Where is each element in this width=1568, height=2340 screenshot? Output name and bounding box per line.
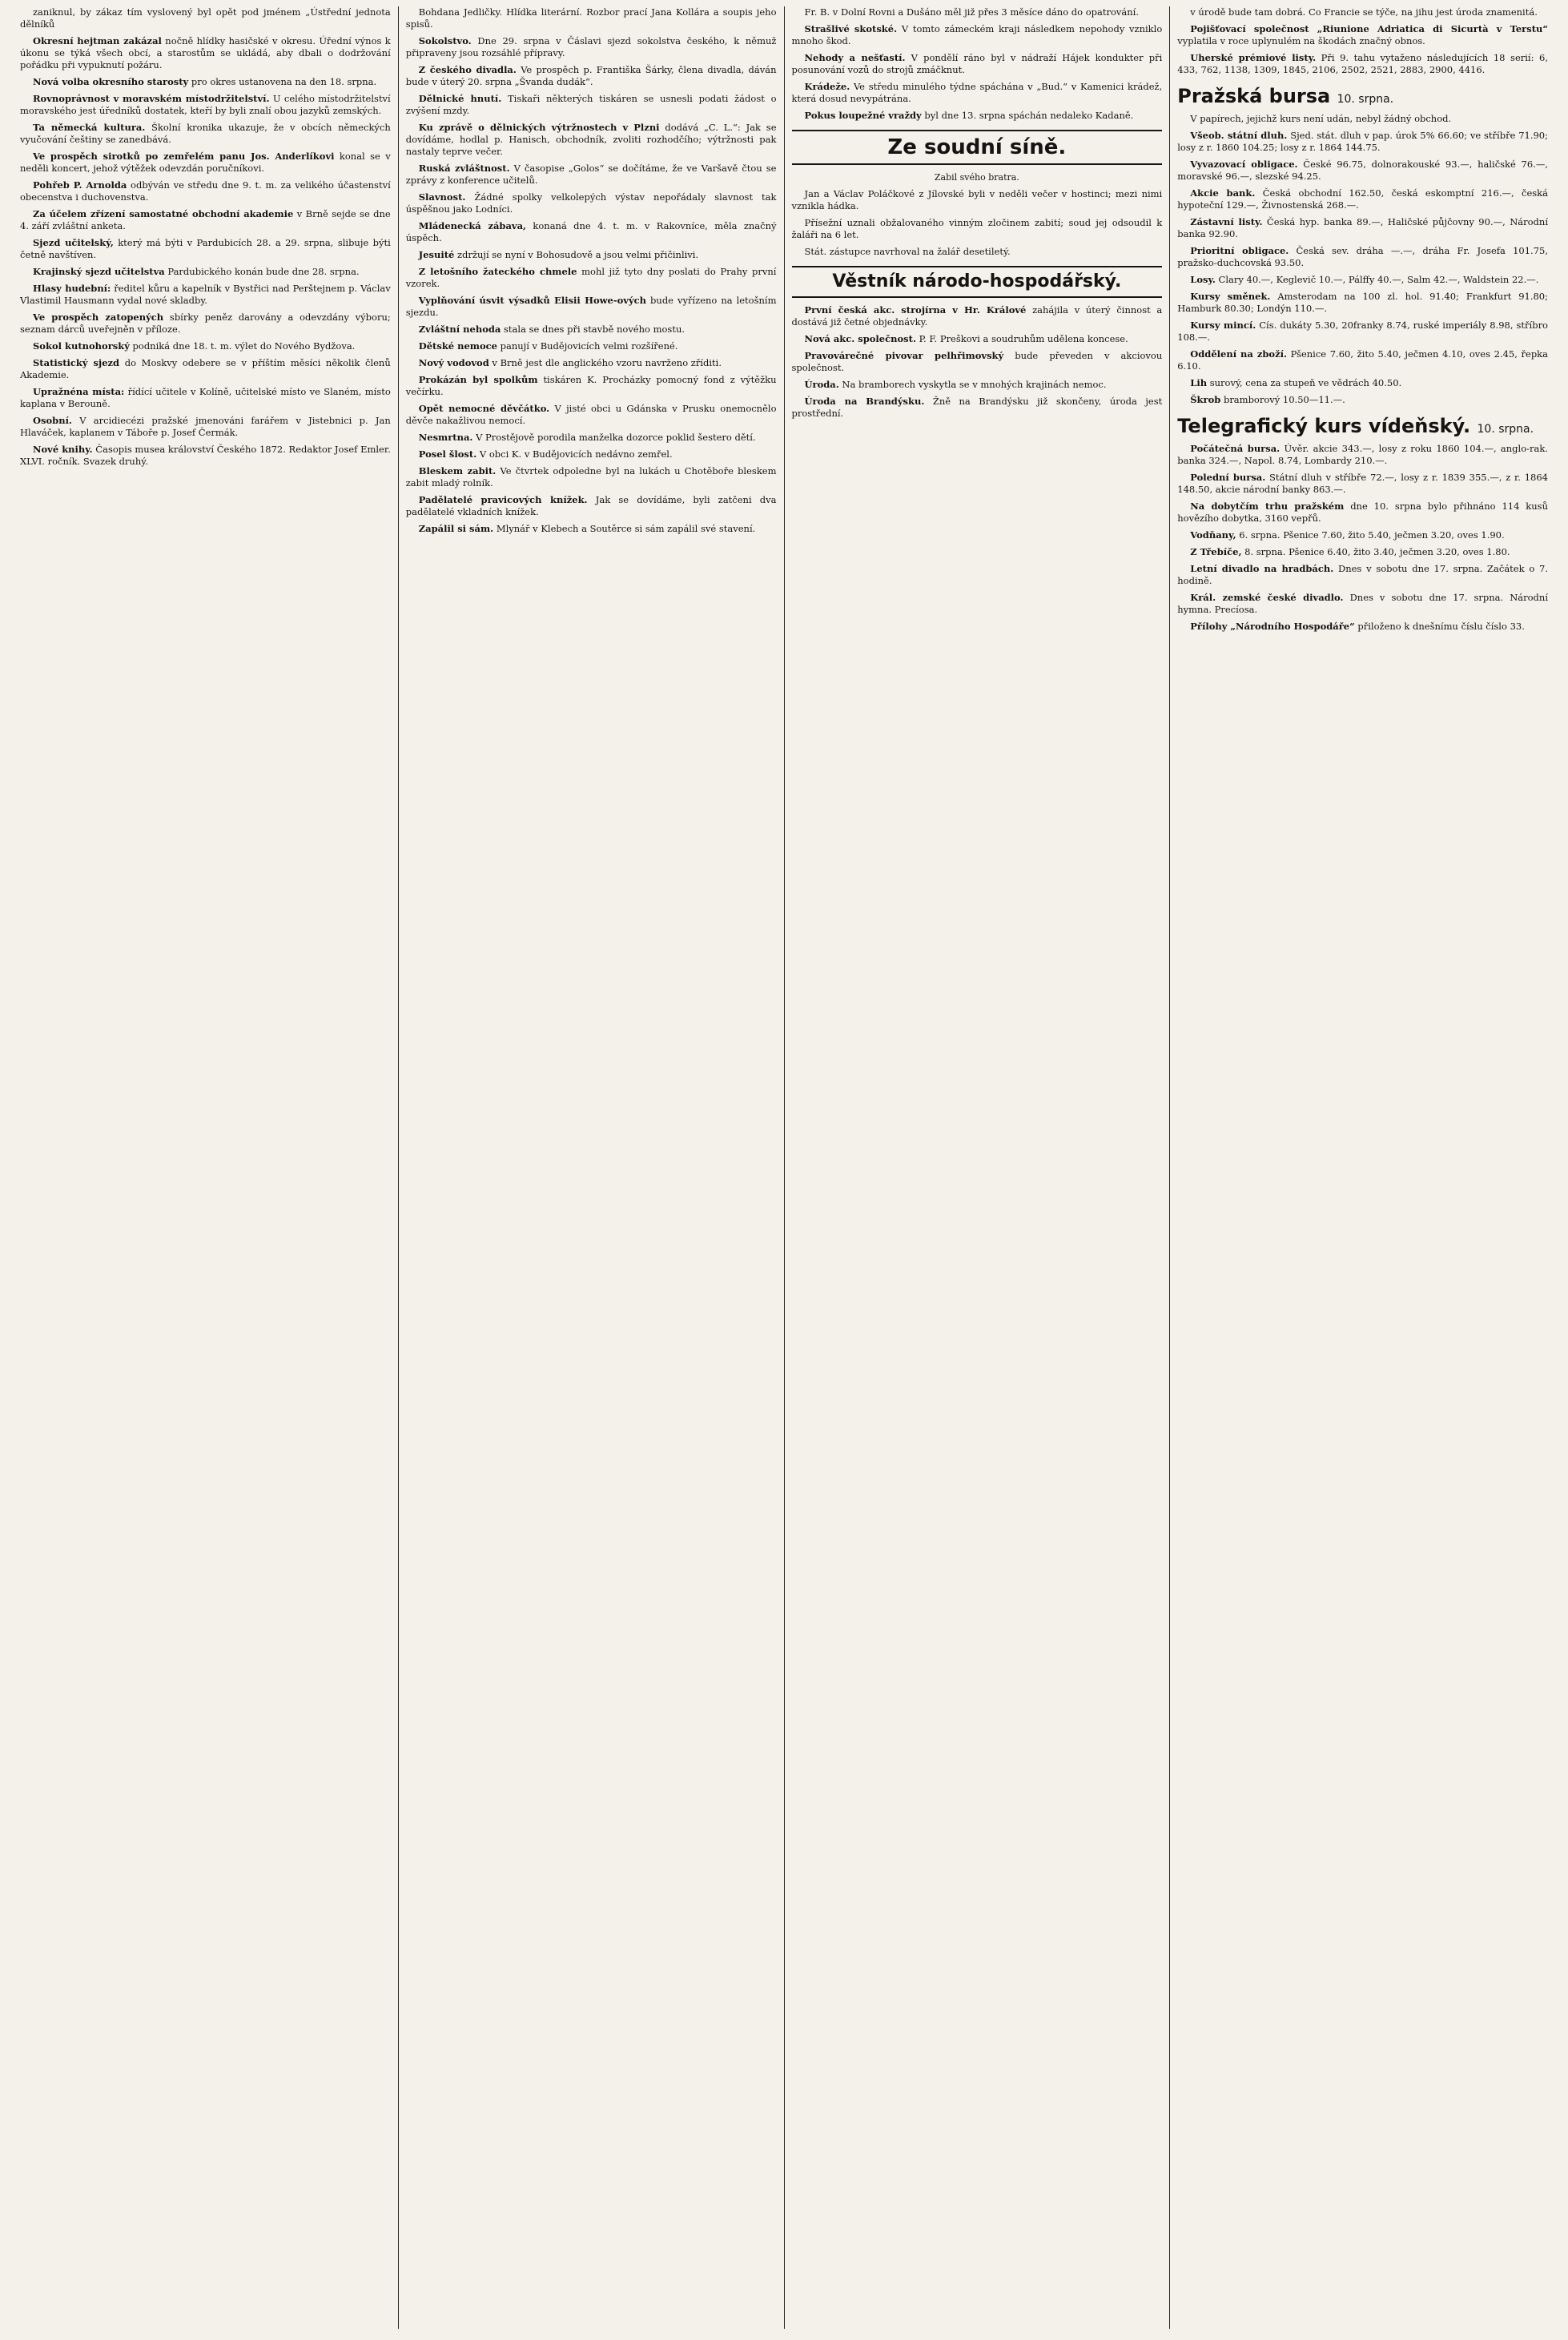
article-paragraph bbox=[1177, 443, 1548, 467]
article-paragraph bbox=[792, 396, 1163, 420]
section-title bbox=[1177, 84, 1548, 111]
article-paragraph bbox=[406, 465, 777, 489]
article-text: V časopise „Golos“ se dočítáme, že ve Varšavě čtou se zprávy z konference učitelů. bbox=[405, 163, 777, 186]
article-title: Počátečná bursa. bbox=[1190, 443, 1281, 454]
article-paragraph bbox=[406, 266, 777, 290]
newspaper-column bbox=[1169, 6, 1555, 2329]
article-title: Oddělení na zboží. bbox=[1190, 348, 1287, 360]
article-paragraph bbox=[406, 324, 777, 336]
article-title: Z českého divadla. bbox=[418, 64, 517, 75]
article-text: Ve čtvrtek odpoledne byl na lukách u Chotěboře bleskem zabit mladý rolník. bbox=[405, 465, 777, 489]
article-paragraph bbox=[1177, 394, 1548, 406]
article-paragraph bbox=[1177, 113, 1548, 125]
article-text: V pondělí ráno byl v nádraží Hájek kondukter při posunování vozů do strojů zmáčknut. bbox=[791, 52, 1163, 75]
article-text: V papírech, jejichž kurs není udán, nebyl žádný obchod. bbox=[1190, 113, 1452, 124]
article-text: do Moskvy odebere se v příštím měsíci několik členů Akademie. bbox=[20, 357, 391, 380]
article-paragraph bbox=[406, 340, 777, 352]
article-title: Ve prospěch sirotků po zemřelém panu Jos. Anderlíkovi bbox=[33, 151, 335, 162]
article-paragraph bbox=[20, 386, 391, 410]
article-title: Vodňany, bbox=[1190, 529, 1236, 541]
article-paragraph bbox=[1177, 159, 1548, 183]
article-paragraph bbox=[20, 415, 391, 439]
article-title: Bleskem zabit. bbox=[418, 465, 497, 476]
article-title: Mládenecká zábava, bbox=[418, 220, 527, 231]
article-title: Zvláštní nehoda bbox=[418, 324, 501, 335]
article-paragraph bbox=[20, 208, 391, 232]
article-paragraph bbox=[20, 122, 391, 146]
article-title: Zapálil si sám. bbox=[418, 523, 494, 534]
section-title bbox=[1177, 414, 1548, 441]
article-title: Lih bbox=[1190, 377, 1208, 388]
article-title: Nová akc. společnost. bbox=[804, 333, 916, 344]
article-title: Padělatelé pravicových knížek. bbox=[418, 494, 588, 505]
article-title: Nové knihy. bbox=[33, 444, 93, 455]
newspaper-column bbox=[13, 6, 398, 2329]
newspaper-column bbox=[784, 6, 1170, 2329]
article-text: nočně hlídky hasičské v okresu. Úřední výnos k úkonu se týká všech obcí, a starostům se ukládá, aby dbali o dodržování pořádku při vypuknutí požáru. bbox=[20, 35, 391, 70]
article-title: Kursy směnek. bbox=[1190, 291, 1271, 302]
article-paragraph bbox=[1177, 592, 1548, 616]
article-title: Sokolstvo. bbox=[418, 35, 472, 46]
article-title: Dětské nemoce bbox=[418, 340, 497, 352]
article-title: Uherské prémiové listy. bbox=[1190, 52, 1317, 63]
article-text: bramborový 10.50—11.—. bbox=[1223, 394, 1345, 405]
article-title: Ve prospěch zatopených bbox=[33, 312, 164, 323]
article-text: podniká dne 18. t. m. výlet do Nového Bydžova. bbox=[132, 340, 356, 352]
article-title: Nehody a nešťastí. bbox=[804, 52, 906, 63]
article-paragraph bbox=[1177, 187, 1548, 211]
article-text: Na bramborech vyskytla se v mnohých krajinách nemoc. bbox=[842, 379, 1107, 390]
article-text: surový, cena za stupeň ve vědrách 40.50. bbox=[1209, 377, 1402, 388]
article-paragraph bbox=[1177, 377, 1548, 389]
article-text: panují v Budějovicích velmi rozšířené. bbox=[500, 340, 678, 352]
article-paragraph bbox=[406, 64, 777, 88]
article-paragraph bbox=[792, 350, 1163, 374]
article-paragraph bbox=[20, 283, 391, 307]
article-paragraph bbox=[406, 93, 777, 117]
article-paragraph bbox=[20, 93, 391, 117]
article-title: Posel šlost. bbox=[418, 448, 477, 460]
article-title: Pokus loupežné vraždy bbox=[804, 110, 922, 121]
article-text: Časopis musea království Českého 1872. Redaktor Josef Emler. XLVI. ročník. Svazek druhý. bbox=[20, 444, 391, 467]
article-title: Nesmrtna. bbox=[418, 432, 473, 443]
article-paragraph bbox=[20, 179, 391, 203]
article-text: v Brně sejde se dne 4. září zvláštní anketa. bbox=[20, 208, 391, 231]
article-text: Dnes v sobotu dne 17. srpna. Začátek o 7. hodině. bbox=[1177, 563, 1548, 586]
article-text: odbýván ve středu dne 9. t. m. za velikého účastenství obecenstva i duchovenstva. bbox=[20, 179, 391, 203]
article-paragraph bbox=[406, 448, 777, 460]
article-text: V obci K. v Budějovicích nedávno zemřel. bbox=[479, 448, 673, 460]
article-text: Úvěr. akcie 343.—, losy z roku 1860 104.—, anglo-rak. banka 324.—, Napol. 8.74, Lombardy 210.—. bbox=[1177, 443, 1548, 466]
article-paragraph bbox=[792, 6, 1163, 18]
article-text: Dnes v sobotu dne 17. srpna. Národní hymna. Precíosa. bbox=[1177, 592, 1549, 615]
article-paragraph bbox=[406, 249, 777, 261]
article-title: Úroda na Brandýsku. bbox=[804, 396, 925, 407]
article-title: Pravovárečné pivovar pelhřimovský bbox=[804, 350, 1004, 361]
article-text: 8. srpna. Pšenice 6.40, žito 3.40, ječmen 3.20, oves 1.80. bbox=[1244, 546, 1510, 557]
article-paragraph bbox=[1177, 23, 1548, 47]
article-text: Fr. B. v Dolní Rovni a Dušáno měl již přes 3 měsíce dáno do opatrování. bbox=[804, 6, 1140, 18]
article-text: vyplatila v roce uplynulém na škodách značný obnos. bbox=[1177, 35, 1425, 46]
article-paragraph bbox=[1177, 320, 1548, 344]
article-paragraph bbox=[406, 403, 777, 427]
article-text: 6. srpna. Pšenice 7.60, žito 5.40, ječmen 3.20, oves 1.90. bbox=[1239, 529, 1505, 541]
article-title: Ku zprávě o dělnických výtržnostech v Plzni bbox=[418, 122, 660, 133]
article-text: Dne 29. srpna v Čáslavi sjezd sokolstva českého, k němuž připraveny jsou rozsáhlé přípravy. bbox=[405, 35, 777, 58]
article-paragraph bbox=[1177, 348, 1548, 372]
article-title: Slavnost. bbox=[418, 191, 466, 203]
article-paragraph bbox=[1177, 501, 1548, 525]
article-paragraph bbox=[1177, 621, 1548, 633]
article-title: Hlasy hudební: bbox=[33, 283, 111, 294]
article-text: Přísežní uznali obžalovaného vinným zločinem zabití; soud jej odsoudil k žaláři na 6 let. bbox=[791, 217, 1163, 240]
article-title: Losy. bbox=[1190, 274, 1216, 285]
article-title: Sokol kutnohorský bbox=[33, 340, 130, 352]
section-title-text: Pražská bursa bbox=[1177, 85, 1331, 107]
article-title: Pojišťovací společnost „Riunione Adriatica di Sicurtà v Terstu“ bbox=[1190, 23, 1548, 34]
article-text: pro okres ustanovena na den 18. srpna. bbox=[191, 76, 377, 87]
article-text: stala se dnes při stavbě nového mostu. bbox=[504, 324, 685, 335]
article-paragraph bbox=[20, 6, 391, 30]
article-text: V arcidiecézi pražské jmenováni farářem v Jistebnici p. Jan Hlaváček, kaplanem v Táboře p. Josef Čermák. bbox=[20, 415, 391, 438]
article-paragraph bbox=[406, 494, 777, 518]
article-text: bude převeden v akciovou společnost. bbox=[791, 350, 1163, 373]
article-paragraph bbox=[1177, 216, 1548, 240]
article-title: Osobní. bbox=[33, 415, 72, 426]
article-text: byl dne 13. srpna spáchán nedaleko Kadaně. bbox=[924, 110, 1134, 121]
article-paragraph bbox=[406, 6, 777, 30]
article-title: Prokázán byl spolkům bbox=[418, 374, 538, 385]
article-paragraph bbox=[20, 266, 391, 278]
article-text: zahájila v úterý činnost a dostává již četné objednávky. bbox=[791, 304, 1163, 328]
article-text: Stát. zástupce navrhoval na žalář desetiletý. bbox=[804, 246, 1011, 257]
article-title: Pohřeb P. Arnolda bbox=[33, 179, 127, 191]
article-paragraph bbox=[1177, 529, 1548, 541]
article-text: Amsterodam na 100 zl. hol. 91.40; Frankfurt 91.80; Hamburk 80.30; Londýn 110.—. bbox=[1177, 291, 1549, 314]
article-paragraph bbox=[406, 122, 777, 158]
article-text: bude vyřízeno na letošním sjezdu. bbox=[405, 295, 777, 318]
article-title: Opět nemocné děvčátko. bbox=[418, 403, 550, 414]
article-paragraph bbox=[406, 523, 777, 535]
article-title: Ruská zvláštnost. bbox=[418, 163, 510, 174]
article-title: Statistický sjezd bbox=[33, 357, 120, 368]
article-text: Tiskaři některých tiskáren se usnesli podati žádost o zvýšení mzdy. bbox=[405, 93, 777, 116]
article-title: Krádeže. bbox=[804, 81, 850, 92]
article-paragraph bbox=[792, 188, 1163, 212]
article-paragraph bbox=[406, 35, 777, 59]
article-title: Kursy mincí. bbox=[1190, 320, 1256, 331]
article-paragraph bbox=[406, 374, 777, 398]
article-paragraph bbox=[406, 295, 777, 319]
article-text: Clary 40.—, Keglevič 10.—, Pálffy 40.—, Salm 42.—, Waldstein 22.—. bbox=[1218, 274, 1539, 285]
article-title: Strašlivé skotské. bbox=[804, 23, 898, 34]
article-title: Akcie bank. bbox=[1190, 187, 1256, 199]
article-paragraph bbox=[406, 220, 777, 244]
article-title: Krajinský sjezd učitelstva bbox=[33, 266, 165, 277]
article-text: Mlynář v Klebech a Soutěrce si sám zapálil své stavení. bbox=[496, 523, 756, 534]
article-title: Dělnické hnutí. bbox=[418, 93, 502, 104]
article-text: zaniknul, by zákaz tím vyslovený byl opět pod jménem „Ústřední jednota dělníků bbox=[20, 6, 391, 30]
article-text: U celého místodržitelství moravského jest úředníků dostatek, kteří by byli znalí obou jazyků zemských. bbox=[20, 93, 391, 116]
article-title: Za účelem zřízení samostatné obchodní akademie bbox=[33, 208, 294, 219]
article-text: Pšenice 7.60, žito 5.40, ječmen 4.10, oves 2.45, řepka 6.10. bbox=[1177, 348, 1549, 372]
article-title: Všeob. státní dluh. bbox=[1190, 130, 1288, 141]
article-text: Sjed. stát. dluh v pap. úrok 5% 66.60; ve stříbře 71.90; losy z r. 1860 104.25; losy z r. 1864 144.75. bbox=[1177, 130, 1548, 153]
article-text: ředitel kůru a kapelník v Bystřici nad Perštejnem p. Václav Vlastimil Hausmann vydal nové skladby. bbox=[20, 283, 391, 306]
article-title: Okresní hejtman zakázal bbox=[33, 35, 162, 46]
article-text: Školní kronika ukazuje, že v obcích německých vyučování češtiny se zanedbává. bbox=[20, 122, 391, 145]
section-date: 10. srpna. bbox=[1337, 93, 1394, 106]
article-title: Nová volba okresního starosty bbox=[33, 76, 189, 87]
article-title: Král. zemské české divadlo. bbox=[1190, 592, 1344, 603]
article-paragraph bbox=[406, 163, 777, 187]
article-text: Žádné spolky velkolepých výstav nepořádaly slavnost tak úspěšnou jako Lodníci. bbox=[405, 191, 777, 215]
article-paragraph bbox=[20, 35, 391, 71]
section-subheading: Zabil svého bratra. bbox=[934, 172, 1019, 183]
article-text: v úrodě bude tam dobrá. Co Francie se týče, na jihu jest úroda znamenitá. bbox=[1190, 6, 1538, 18]
article-paragraph bbox=[792, 52, 1163, 76]
article-paragraph bbox=[1177, 6, 1548, 18]
article-title: Rovnoprávnost v moravském místodržitelství. bbox=[33, 93, 270, 104]
article-text: Při 9. tahu vytaženo následujících 18 serií: 6, 433, 762, 1138, 1309, 1845, 2106, 2502, 2521, 2883, 2900, 4416. bbox=[1177, 52, 1549, 75]
article-title: Polední bursa. bbox=[1190, 472, 1266, 483]
article-title: Přílohy „Národního Hospodáře“ bbox=[1190, 621, 1355, 632]
column-container bbox=[13, 6, 1555, 2329]
article-paragraph bbox=[792, 304, 1163, 328]
article-text: který má býti v Pardubicích 28. a 29. srpna, slibuje býti četně navštíven. bbox=[20, 237, 391, 260]
article-text: přiloženo k dnešnímu číslu číslo 33. bbox=[1357, 621, 1525, 632]
article-title: Vyplňování úsvit výsadků Elisii Howe-ových bbox=[418, 295, 647, 306]
article-paragraph bbox=[20, 357, 391, 381]
article-paragraph bbox=[1177, 274, 1548, 286]
article-text: České 96.75, dolnorakouské 93.—, haličské 76.—, moravské 96.—, slezské 94.25. bbox=[1177, 159, 1549, 182]
article-paragraph bbox=[406, 191, 777, 215]
article-paragraph bbox=[792, 23, 1163, 47]
section-heading: Ze soudní síně. bbox=[792, 130, 1163, 165]
article-title: Prioritní obligace. bbox=[1190, 245, 1289, 256]
article-text: Jan a Václav Poláčkové z Jílovské byli v neděli večer v hostinci; mezi nimi vznikla hádka. bbox=[791, 188, 1163, 211]
article-paragraph bbox=[792, 217, 1163, 241]
article-paragraph bbox=[20, 340, 391, 352]
article-paragraph bbox=[1177, 546, 1548, 558]
article-paragraph bbox=[20, 76, 391, 88]
article-text: V Prostějově porodila manželka dozorce poklid šestero dětí. bbox=[476, 432, 756, 443]
article-title: Na dobytčím trhu pražském bbox=[1190, 501, 1345, 512]
article-title: První česká akc. strojírna v Hr. Králové bbox=[804, 304, 1027, 316]
article-paragraph bbox=[20, 312, 391, 336]
article-text: V tomto zámeckém kraji následkem nepohody vzniklo mnoho škod. bbox=[791, 23, 1163, 46]
article-paragraph bbox=[406, 432, 777, 444]
article-text: řídící učitele v Kolíně, učitelské místo ve Slaném, místo kaplana v Berouně. bbox=[20, 386, 391, 409]
section-title-text: Telegrafický kurs vídeňský. bbox=[1177, 415, 1471, 437]
article-title: Jesuité bbox=[418, 249, 455, 260]
article-title: Zástavní listy. bbox=[1190, 216, 1263, 227]
article-text: Česká obchodní 162.50, česká eskomptní 216.—, česká hypoteční 129.—, Živnostenská 268.—. bbox=[1177, 187, 1548, 211]
article-text: zdržují se nyní v Bohosudově a jsou velmi přičinlivi. bbox=[457, 249, 699, 260]
article-text: P. F. Preškovi a soudruhům udělena koncese. bbox=[919, 333, 1128, 344]
article-paragraph bbox=[1177, 130, 1548, 154]
article-text: Česká sev. dráha —.—, dráha Fr. Josefa 101.75, pražsko-duchcovská 93.50. bbox=[1177, 245, 1548, 268]
article-text: Pardubického konán bude dne 28. srpna. bbox=[167, 266, 360, 277]
article-title: Vyvazovací obligace. bbox=[1190, 159, 1298, 170]
section-heading: Věstník národo-hospodářský. bbox=[792, 266, 1163, 298]
article-text: Ve středu minulého týdne spáchána v „Bud.“ v Kamenici krádež, která dosud nevypátrána. bbox=[791, 81, 1163, 104]
article-paragraph bbox=[792, 246, 1163, 258]
article-title: Nový vodovod bbox=[418, 357, 489, 368]
article-paragraph bbox=[792, 81, 1163, 105]
article-paragraph bbox=[20, 444, 391, 468]
section-date: 10. srpna. bbox=[1477, 423, 1534, 436]
article-text: Ve prospěch p. Františka Šárky, člena divadla, dáván bude v úterý 20. srpna „Švanda dudák“. bbox=[405, 64, 777, 87]
article-text: Cís. dukáty 5.30, 20franky 8.74, ruské imperiály 8.98, stříbro 108.—. bbox=[1177, 320, 1548, 343]
article-paragraph bbox=[20, 237, 391, 261]
newspaper-column bbox=[398, 6, 784, 2329]
article-text: Bohdana Jedličky. Hlídka literární. Rozbor prací Jana Kollára a soupis jeho spisů. bbox=[405, 6, 777, 30]
article-paragraph bbox=[1177, 563, 1548, 587]
article-text: Státní dluh v stříbře 72.—, losy z r. 1839 355.—, z r. 1864 148.50, akcie národní banky 863.—. bbox=[1177, 472, 1548, 495]
article-paragraph bbox=[406, 357, 777, 369]
article-text: tiskáren K. Procházky pomocný fond z výtěžku večírku. bbox=[405, 374, 777, 397]
article-paragraph bbox=[1177, 52, 1548, 76]
article-text: Žně na Brandýsku již skončeny, úroda jest prostřední. bbox=[791, 396, 1163, 419]
article-title: Upražnéna místa: bbox=[33, 386, 125, 397]
article-paragraph bbox=[1177, 472, 1548, 496]
article-title: Sjezd učitelský, bbox=[33, 237, 114, 248]
article-text: sbírky peněz darovány a odevzdány výboru; seznam dárců uveřejněn v příloze. bbox=[20, 312, 391, 335]
article-title: Z Třebíče, bbox=[1190, 546, 1242, 557]
article-title: Ta německá kultura. bbox=[33, 122, 146, 133]
article-paragraph bbox=[792, 110, 1163, 122]
article-text: dne 10. srpna bylo přihnáno 114 kusů hovězího dobytka, 3160 vepřů. bbox=[1177, 501, 1548, 524]
article-paragraph bbox=[792, 333, 1163, 345]
article-paragraph bbox=[1177, 245, 1548, 269]
article-text: dodává „C. L.“: Jak se dovídáme, hodlal p. Hanisch, obchodník, zvoliti rozhodčího; výtržnosti pak nastaly teprve večer. bbox=[405, 122, 777, 157]
article-text: v Brně jest dle anglického vzoru navrženo zříditi. bbox=[492, 357, 722, 368]
article-text: Česká hyp. banka 89.—, Haličské půjčovny 90.—, Národní banka 92.90. bbox=[1177, 216, 1549, 239]
article-paragraph bbox=[20, 151, 391, 175]
article-title: Úroda. bbox=[804, 379, 839, 390]
article-text: konal se v neděli koncert, jehož výtěžek odevzdán poručníkovi. bbox=[20, 151, 391, 174]
article-text: konaná dne 4. t. m. v Rakovníce, měla značný úspěch. bbox=[405, 220, 777, 243]
article-title: Letní divadlo na hradbách. bbox=[1190, 563, 1334, 574]
article-title: Z letošního žateckého chmele bbox=[418, 266, 577, 277]
article-text: Jak se dovídáme, byli zatčeni dva padělatelé vkladních knížek. bbox=[405, 494, 777, 517]
article-paragraph bbox=[1177, 291, 1548, 315]
article-text: V jisté obci u Gdánska v Prusku onemocnělo děvče nakažlivou nemocí. bbox=[405, 403, 777, 426]
article-paragraph bbox=[792, 379, 1163, 391]
article-text: mohl již tyto dny poslati do Prahy první vzorek. bbox=[405, 266, 777, 289]
article-title: Škrob bbox=[1190, 394, 1221, 405]
